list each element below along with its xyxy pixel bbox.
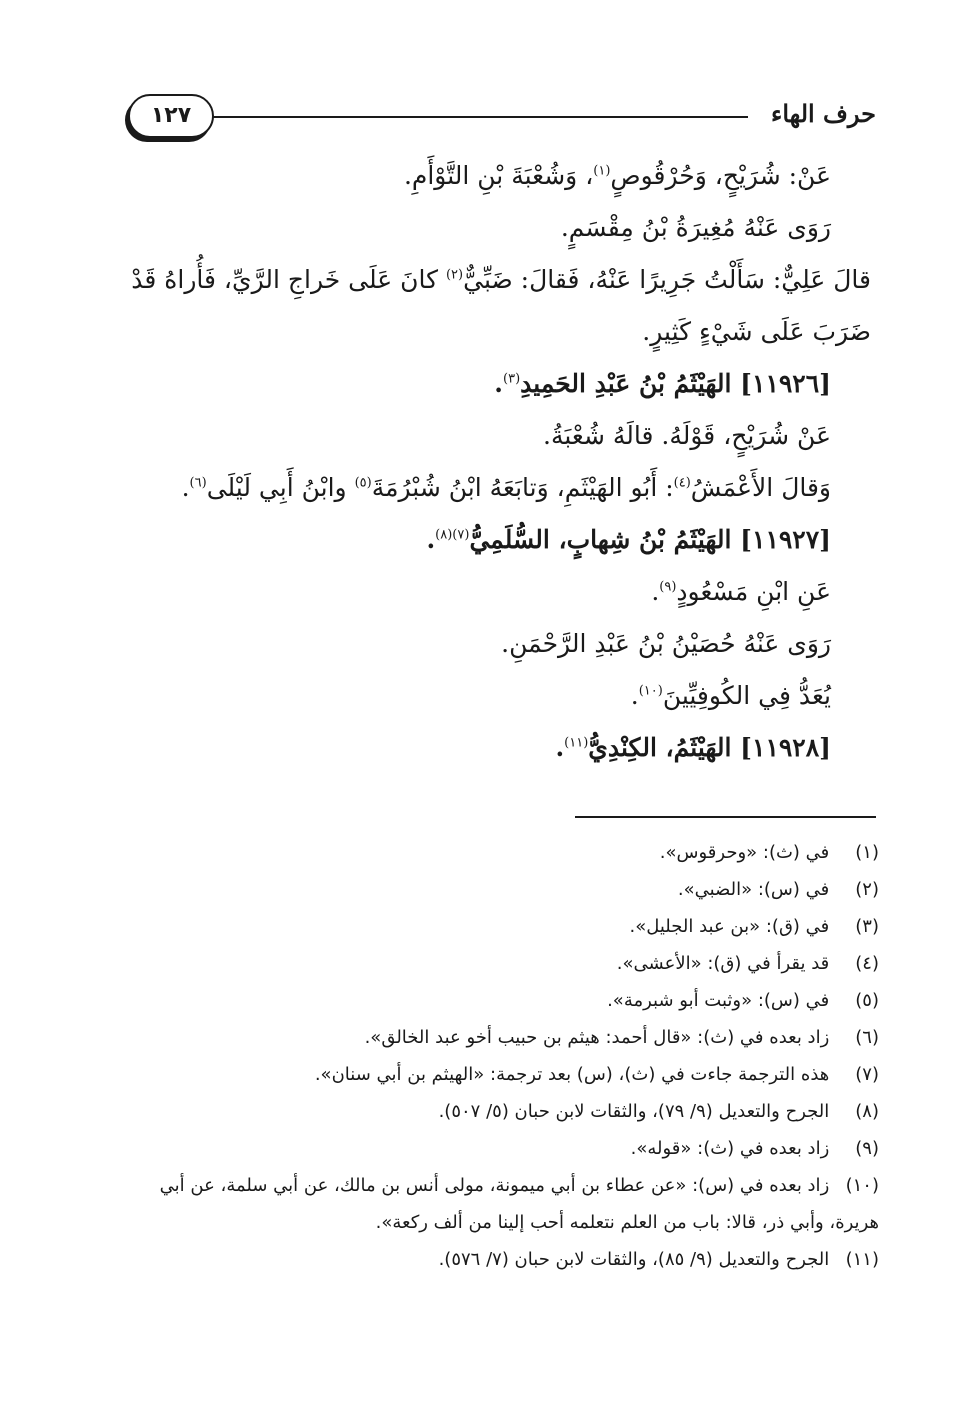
footnote-text: هذه الترجمة جاءت في (ث)، (س) بعد ترجمة: «الهيثم بن أبي سنان». xyxy=(314,1064,830,1085)
footnote-item xyxy=(128,1093,879,1130)
footnote-ref: (٦) xyxy=(189,475,207,491)
text-line: وَقالَ الأَعْمَشُ$^{(٤)}$: أَبُو الهَيْثَمِ، وَتابَعَهُ ابْنُ شُبْرُمَةَ$^{(٥)}$ وابْنُ أَبِي لَيْلَى$^{(٦)}$. xyxy=(181,473,831,502)
footnote-item xyxy=(128,1130,879,1167)
footnote-number: (٧) xyxy=(855,1064,879,1085)
footnote-text: الجرح والتعديل (٩/ ٧٩)، والثقات لابن حبان (٥/ ٥٠٧). xyxy=(438,1101,830,1122)
footnote-text: قد يقرأ في (ق): «الأعشى». xyxy=(616,953,830,974)
footnote-number: (١) xyxy=(855,842,879,863)
text-line: رَوَى عَنْهُ حُصَيْنُ بْنُ عَبْدِ الرَّحْمَنِ. xyxy=(501,629,831,658)
footnote-text: الجرح والتعديل (٩/ ٨٥)، والثقات لابن حبان (٧/ ٥٧٦). xyxy=(438,1249,830,1270)
footnotes xyxy=(128,834,879,1278)
footnote-item xyxy=(128,1056,879,1093)
footnote-ref: (١) xyxy=(593,163,611,179)
footnote-text: في (س): «الضبي». xyxy=(677,879,830,900)
footnote-item xyxy=(128,982,879,1019)
footnote-number: (٩) xyxy=(855,1138,879,1159)
footnote-ref: (٣) xyxy=(503,371,521,387)
footnote-item xyxy=(128,834,879,871)
footnote-separator xyxy=(575,816,876,818)
text-line: رَوَى عَنْهُ مُغِيرَةُ بْنُ مِقْسَمٍ. xyxy=(560,213,831,242)
footnote-ref: (٥) xyxy=(354,475,372,491)
footnote-ref: (٧)(٨) xyxy=(435,527,470,543)
footnote-number: (٦) xyxy=(855,1027,879,1048)
main-text xyxy=(128,150,871,774)
footnote-item xyxy=(128,945,879,982)
header-rule xyxy=(202,116,748,118)
footnote-text: في (ق): «بن عبد الجليل». xyxy=(629,916,830,937)
footnote-number: (٨) xyxy=(855,1101,879,1122)
footnote-ref: (٤) xyxy=(673,475,691,491)
running-head: حرف الهاء xyxy=(771,99,876,128)
footnote-ref: (١٠) xyxy=(638,683,663,699)
text-line: ضَرَبَ عَلَى شَيْءٍ كَثِيرٍ. xyxy=(642,317,871,346)
text-line: عَنْ: شُرَيْحٍ، وَحُرْقُوصٍ$^{(١)}$، وَشُعْبَةَ بْنِ التَّوْأَمِ. xyxy=(403,161,831,190)
footnote-text: زاد بعده في (س): «عن عطاء بن أبي ميمونة، مولى أنس بن مالك، عن أبي سلمة، عن أبي هريرة، وأبي ذر، قالا: باب من العلم نتعلمه أحب إلينا من ألف ركعة». xyxy=(159,1175,879,1233)
entry-heading: [١١٩٢٨] الهَيْثَمُ، الكِنْدِيُّ$^{(١١)}$. xyxy=(555,733,831,762)
footnote-number: (٣) xyxy=(855,916,879,937)
footnote-item xyxy=(128,871,879,908)
footnote-item xyxy=(128,1019,879,1056)
footnote-text: زاد بعده في (ث): «قال أحمد: هيثم بن حبيب أخو عبد الخالق». xyxy=(364,1027,830,1048)
footnote-item xyxy=(128,1241,879,1278)
page-header xyxy=(128,94,876,138)
footnote-ref: (٢) xyxy=(445,267,464,283)
footnote-ref: (٩) xyxy=(659,579,677,595)
text-line: قالَ عَلِيٌّ: سَأَلْتُ جَرِيرًا عَنْهُ، فَقالَ: ضَبِّيٌّ$^{(٢)}$ كانَ عَلَى خَراجِ الرَّيِّ، فَأُراهُ قَدْ xyxy=(131,265,871,294)
text-line: عَنِ ابْنِ مَسْعُودٍ$^{(٩)}$. xyxy=(651,577,831,606)
footnote-number: (١١) xyxy=(845,1249,879,1270)
page-number: ١٢٧ xyxy=(128,94,214,138)
footnote-number: (٢) xyxy=(855,879,879,900)
footnote-number: (١٠) xyxy=(845,1175,879,1196)
footnote-text: في (س): «وثبت أبو شبرمة». xyxy=(607,990,830,1011)
footnote-text: زاد بعده في (ث): «قوله». xyxy=(630,1138,830,1159)
entry-heading: [١١٩٢٧] الهَيْثَمُ بْنُ شِهابٍ، السُّلَمِيُّ$^{(٧)(٨)}$. xyxy=(426,525,831,554)
footnote-ref: (١١) xyxy=(564,735,589,751)
footnote-item xyxy=(128,1167,879,1241)
footnote-item xyxy=(128,908,879,945)
footnote-text: في (ث): «وحرقوس». xyxy=(659,842,830,863)
footnote-number: (٥) xyxy=(855,990,879,1011)
text-line: يُعَدُّ فِي الكُوفِيِّينَ$^{(١٠)}$. xyxy=(630,681,831,710)
entry-heading: [١١٩٢٦] الهَيْثَمُ بْنُ عَبْدِ الحَمِيدِ$^{(٣)}$. xyxy=(494,369,831,398)
footnote-number: (٤) xyxy=(855,953,879,974)
text-line: عَنْ شُرَيْحٍ، قَوْلَهُ. قالَهُ شُعْبَةُ. xyxy=(543,421,831,450)
